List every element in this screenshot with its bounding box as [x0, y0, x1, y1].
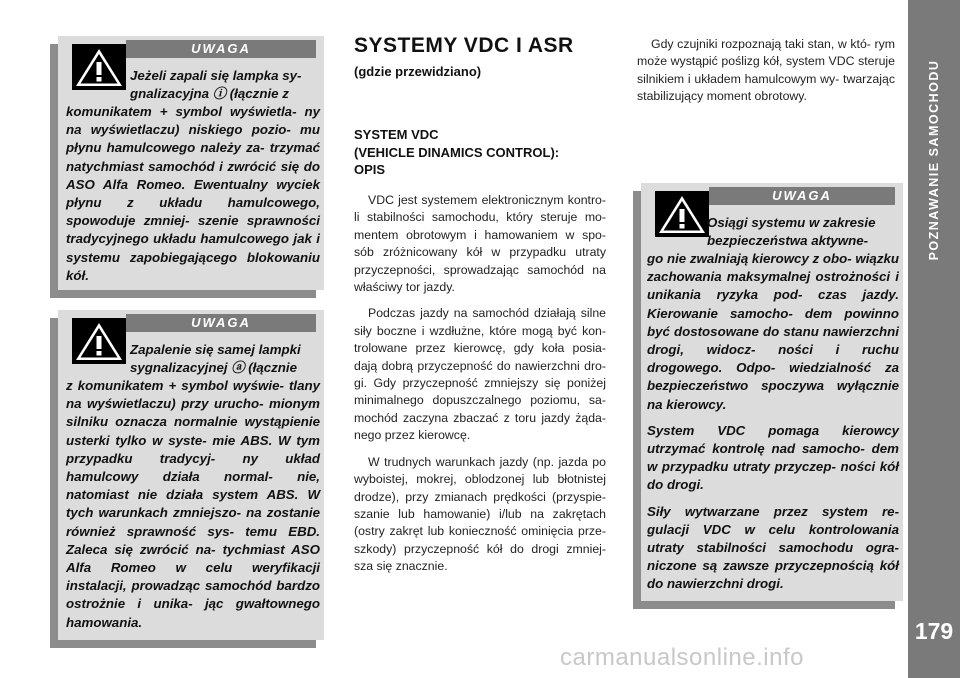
watermark: carmanualsonline.info	[560, 644, 804, 671]
page-subtitle: (gdzie przewidziano)	[354, 64, 482, 79]
warning-body: go nie zwalniają kierowcy z obo- wiązku zachowania maksymalnej ostrożności i unikania ryzyka pod- czas jazdy. Kierowanie samocho- dem powinno być dostosowane do stanu nawierzchni drogi, widocz- ności i ruchu drogowego. Odpo- wiedzialność za bezpieczeństwo spoczywa wyłącznie na kierowcy. System VDC pomaga kierowcy utrzymać kontrolę nad samocho- dem w przypadku utraty przyczep- ności kół do drogi. Siły wytwarzane przez system re- gulacji VDC w celu kontrolowania utraty stabilności samochodu ogra- niczone są zawsze przyczepnością kół do nawierzchni drogi.	[647, 251, 899, 592]
warning-box-2	[58, 310, 324, 640]
right-intro-text	[637, 36, 895, 115]
warning-triangle-icon	[72, 44, 126, 90]
paragraph: Gdy czujniki rozpoznają taki stan, w któ- rym może wystąpić poślizg kół, system VDC steruje silnikiem i układem hamulcowym wy- twarzając stabilizujący moment obrotowy.	[637, 37, 895, 104]
warning-header: UWAGA	[126, 314, 316, 332]
page-title: SYSTEMY VDC I ASR	[354, 34, 574, 57]
warning-header: UWAGA	[126, 40, 316, 58]
warning-box-3	[641, 183, 903, 601]
section-title: SYSTEM VDC (VEHICLE DINAMICS CONTROL): OPIS	[354, 127, 560, 177]
paragraph: Podczas jazdy na samochód działają silne siły boczne i wzdłużne, które mogą być kon- trolowane przez kierowcę, gdy koła posia- dają dobrą przyczepność do nawierzchni dro- gi. Gdy przyczepność zmniejszy się poniżej minimalnego dopuszczalnego poziomu, sa- mochód zaczyna zbaczać z toru jazdy żąda- nego przez kierowcę.	[354, 306, 606, 443]
warning-lead-line: sygnalizacyjnej ⓐ (łącznie	[130, 360, 298, 375]
warning-triangle-icon	[72, 318, 126, 364]
chapter-title: POZNAWANIE SAMOCHODU	[927, 59, 941, 261]
warning-lead-line: Zapalenie się samej lampki	[130, 342, 301, 357]
warning-lead-line: gnalizacyjna ⓘ (łącznie z	[130, 86, 289, 101]
warning-lead-line: bezpieczeństwa aktywne-	[707, 233, 869, 248]
page-number: 179	[914, 618, 954, 644]
main-text-column	[354, 192, 606, 585]
paragraph: VDC jest systemem elektronicznym kontro- li stabilności samochodu, który steruje mo- mentem obrotowym i hamowaniem w spo- sób zróżnicowany kół w przypadku utraty przyczepności, sprowadzając samochód na właściwy tor jazdy.	[354, 193, 606, 295]
warning-lead-line: Jeżeli zapali się lampka sy-	[130, 68, 302, 83]
warning-body: komunikatem + symbol wyświetla- ny na wyświetlaczu) niskiego pozio- mu płynu hamulcowego należy za- trzymać natychmiast samochód i zwrócić się do ASO Alfa Romeo. Ewentualny wyciek płynu z układu hamulcowego, spowoduje zmniej- szenie sprawności tradycyjnego układu hamulcowego jak i systemu zapobiegającego blokowaniu kół.	[66, 104, 320, 283]
warning-header: UWAGA	[709, 187, 895, 205]
warning-triangle-icon	[655, 191, 709, 237]
warning-body: z komunikatem + symbol wyświe- tlany na wyświetlaczu) przy urucho- mionym silniku oznacza normalnie wystąpienie usterki tylko w syste- mie ABS. W tym przypadku tradycyj- ny układ hamulcowy działa normal- nie, natomiast nie działa system ABS. W tych warunkach zmniejszo- na zostanie również sprawność sys- temu EBD. Zaleca się zwrócić na- tychmiast ASO Alfa Romeo w celu weryfikacji instalacji, prowadząc samochód bardzo ostrożnie i unika- jąc gwałtownego hamowania.	[66, 378, 320, 630]
warning-box-1	[58, 36, 324, 290]
paragraph: W trudnych warunkach jazdy (np. jazda po wyboistej, mokrej, oblodzonej lub błotnistej drodze), przy zmianach prędkości (przyspie- szanie lub hamowanie) i/lub na zakrętach (ostry zakręt lub konieczność ominięcia prze- szkody) przyczepność kół do drogi zmniej- sza się znacznie.	[354, 454, 606, 574]
warning-lead-line: Osiągi systemu w zakresie	[707, 215, 876, 230]
